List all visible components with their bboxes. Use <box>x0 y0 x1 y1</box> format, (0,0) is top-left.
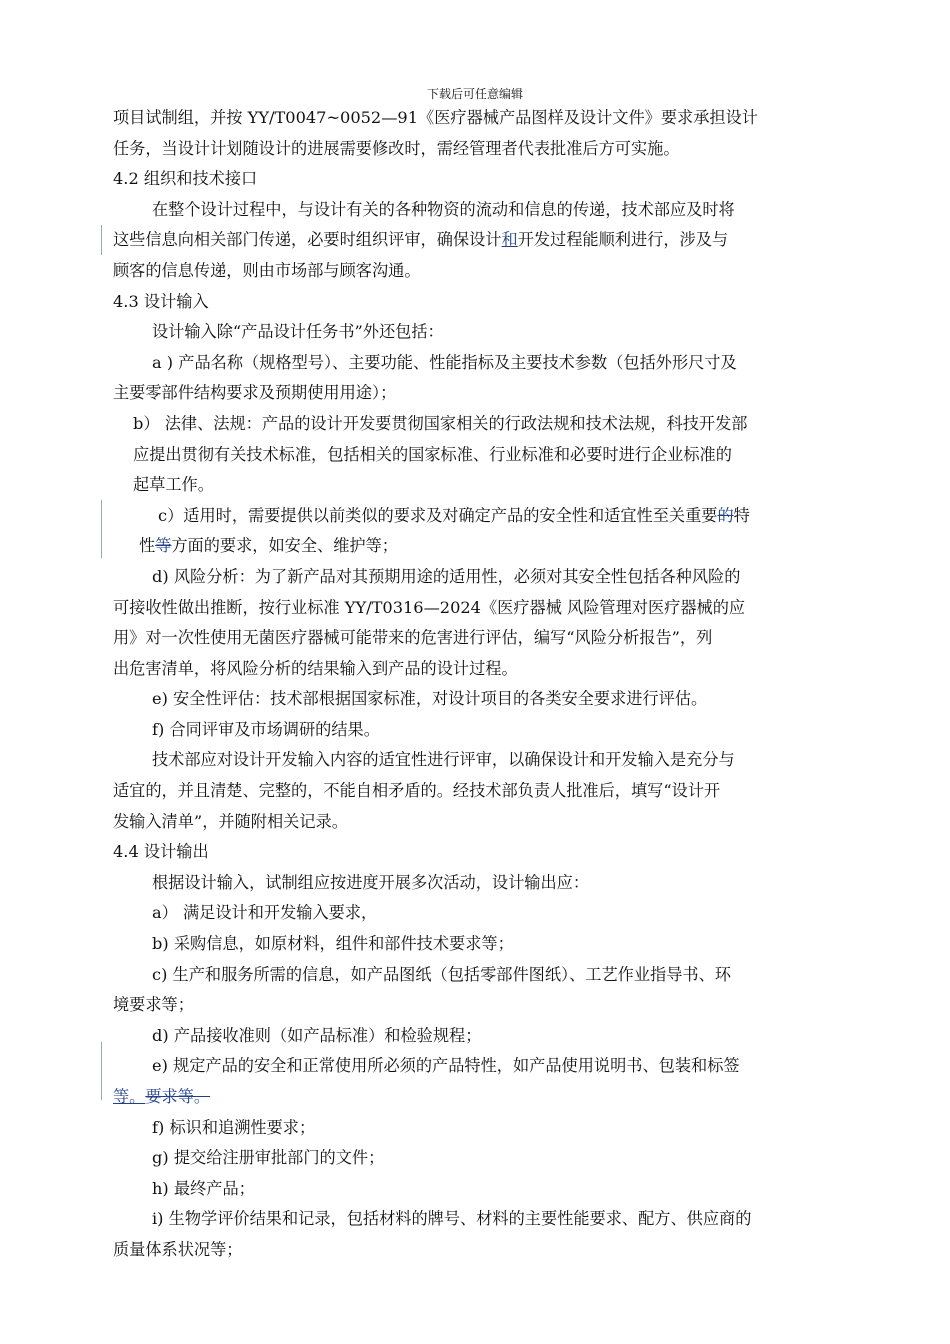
list-item: f) 标识和追溯性要求； <box>152 1117 316 1137</box>
section-heading: 4.3 设计输入 <box>113 291 209 311</box>
change-bar <box>101 500 102 558</box>
body-line: 出危害清单，将风险分析的结果输入到产品的设计过程。 <box>113 658 518 678</box>
body-line: 质量体系状况等； <box>113 1239 243 1259</box>
line-text: 开发过程能顺利进行，涉及与 <box>517 230 729 250</box>
list-item: a） 满足设计和开发输入要求， <box>152 903 378 923</box>
change-bar <box>101 1042 102 1100</box>
list-item <box>113 501 859 532</box>
deleted-text: 等 <box>155 536 172 556</box>
body-line: 起草工作。 <box>133 475 214 495</box>
body-line <box>113 1082 859 1113</box>
body-line <box>113 225 859 256</box>
section-heading: 4.4 设计输出 <box>113 842 209 862</box>
page-header-note: 下载后可任意编辑 <box>426 87 523 101</box>
section-heading: 4.2 组织和技术接口 <box>113 169 258 189</box>
list-item: e) 安全性评估：技术部根据国家标准，对设计项目的各类安全要求进行评估。 <box>152 689 708 709</box>
line-text: 特 <box>733 505 750 525</box>
body-line: 技术部应对设计开发输入内容的适宜性进行评审，以确保设计和开发输入是充分与 <box>152 750 735 770</box>
change-bar <box>101 225 102 255</box>
body-line: 应提出贯彻有关技术标准，包括相关的国家标准、行业标准和必要时进行企业标准的 <box>133 444 732 464</box>
line-text: 这些信息向相关部门传递，必要时组织评审，确保设计 <box>113 230 502 250</box>
body-line: 在整个设计过程中，与设计有关的各种物资的流动和信息的传递，技术部应及时将 <box>152 199 735 219</box>
list-item: g) 提交给注册审批部门的文件； <box>152 1148 385 1168</box>
body-line: 项目试制组，并按 YY/T0047~0052—91《医疗器械产品图样及设计文件》要求承担设计 <box>113 108 758 127</box>
body-line: 适宜的，并且清楚、完整的，不能自相矛盾的。经技术部负责人批准后，填写“设计开 <box>113 781 721 801</box>
body-line: 境要求等； <box>113 995 194 1015</box>
document-body <box>113 103 859 1266</box>
body-line: 顾客的信息传递，则由市场部与顾客沟通。 <box>113 260 421 280</box>
list-item: d) 风险分析：为了新产品对其预期用途的适用性，必须对其安全性包括各种风险的 <box>152 566 741 586</box>
list-item: e) 规定产品的安全和正常使用所必须的产品特性，如产品使用说明书、包装和标签 <box>152 1056 740 1076</box>
body-line: 主要零部件结构要求及预期使用用途）； <box>113 383 397 403</box>
body-line <box>113 531 859 562</box>
deleted-text: 要求等。 <box>145 1087 211 1106</box>
inserted-text: 和 <box>501 230 518 250</box>
body-line: 可接收性做出推断，按行业标准 YY/T0316—2024《医疗器械 风险管理对医疗器械的应 <box>113 597 746 617</box>
list-item: i) 生物学评价结果和记录，包括材料的牌号、材料的主要性能要求、配方、供应商的 <box>152 1209 752 1229</box>
line-text: 性 <box>139 536 156 556</box>
list-item: b) 采购信息，如原材料，组件和部件技术要求等； <box>152 934 514 954</box>
line-text: 方面的要求，如安全、维护等； <box>171 536 398 556</box>
body-line: 任务，当设计计划随设计的进展需要修改时，需经管理者代表批准后方可实施。 <box>113 138 680 158</box>
list-item: b） 法律、法规：产品的设计开发要贯彻国家相关的行政法规和技术法规，科技开发部 <box>133 413 748 433</box>
list-item: f) 合同评审及市场调研的结果。 <box>152 719 380 739</box>
body-line: 设计输入除“产品设计任务书”外还包括： <box>152 322 444 342</box>
list-item: d) 产品接收准则（如产品标准）和检验规程； <box>152 1025 482 1045</box>
inserted-text: 等。 <box>113 1087 146 1106</box>
list-item: a ) 产品名称（规格型号）、主要功能、性能指标及主要技术参数（包括外形尺寸及 <box>152 352 737 372</box>
body-line: 根据设计输入，试制组应按进度开展多次活动，设计输出应： <box>152 872 590 892</box>
body-line: 用》对一次性使用无菌医疗器械可能带来的危害进行评估，编写“风险分析报告”，列 <box>113 628 713 648</box>
list-item: c) 生产和服务所需的信息，如产品图纸（包括零部件图纸）、工艺作业指导书、环 <box>152 964 731 984</box>
body-line: 发输入清单”，并随附相关记录。 <box>113 811 348 831</box>
list-item: h) 最终产品； <box>152 1178 255 1198</box>
deleted-text: 的 <box>717 505 734 525</box>
line-text: c）适用时，需要提供以前类似的要求及对确定产品的安全性和适宜性至关重要 <box>158 505 718 525</box>
